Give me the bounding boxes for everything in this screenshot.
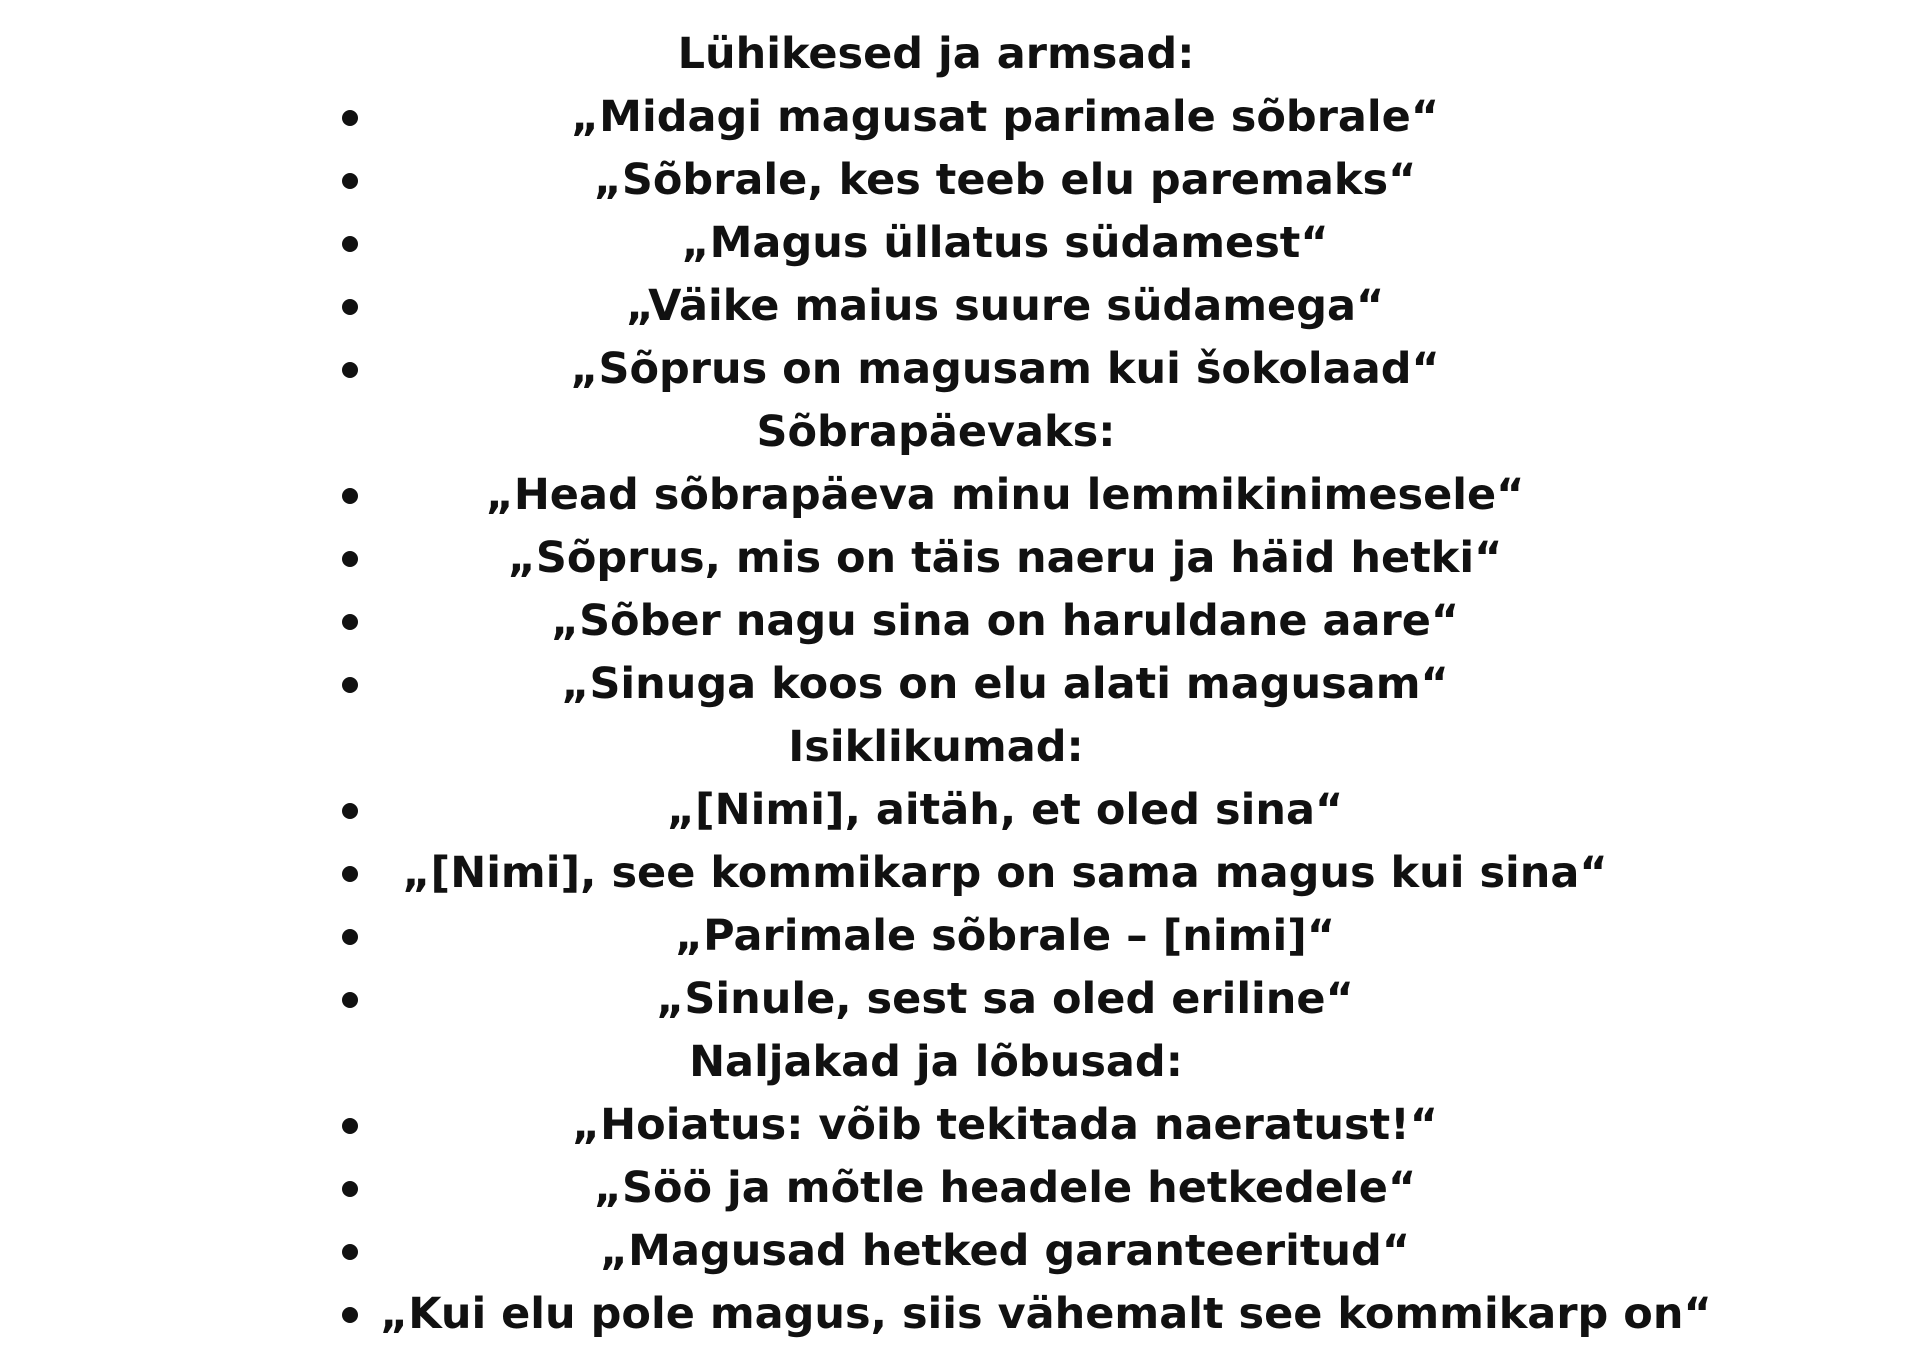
list-item-text: „Söö ja mõtle headele hetkedele“	[593, 1163, 1417, 1213]
list-item-text: „[Nimi], aitäh, et oled sina“	[666, 785, 1344, 835]
list-item-text: „Head sõbrapäeva minu lemmikinimesele“	[485, 470, 1525, 520]
list-item	[0, 653, 1920, 716]
bullet-icon	[342, 299, 358, 315]
list-item-text: „Sõprus, mis on täis naeru ja häid hetki“	[507, 533, 1503, 583]
list-item	[0, 464, 1920, 527]
bullet-icon	[342, 236, 358, 252]
list-item	[0, 1220, 1920, 1283]
bullet-icon	[342, 1118, 358, 1134]
list-item-text: „Sinuga koos on elu alati magusam“	[561, 659, 1449, 709]
list-item-text: „Parimale sõbrale – [nimi]“	[674, 911, 1336, 961]
list-item-text: „Sõber nagu sina on haruldane aare“	[550, 596, 1460, 646]
section-heading-text: Lühikesed ja armsad:	[677, 29, 1195, 79]
list-item	[0, 86, 1920, 149]
list-item	[0, 779, 1920, 842]
section-heading	[0, 401, 1920, 464]
bullet-icon	[342, 1307, 358, 1323]
list-item-text: „Sõbrale, kes teeb elu paremaks“	[593, 155, 1417, 205]
section-heading	[0, 1031, 1920, 1094]
list-item-text: „Sinule, sest sa oled eriline“	[656, 974, 1354, 1024]
list-item	[0, 590, 1920, 653]
list-item-text: „[Nimi], see kommikarp on sama magus kui sina“	[402, 848, 1608, 898]
list-item-text: „Sõprus on magusam kui šokolaad“	[570, 344, 1440, 394]
bullet-icon	[342, 803, 358, 819]
list-item	[0, 968, 1920, 1031]
list-item	[0, 842, 1920, 905]
list-item	[0, 1094, 1920, 1157]
list-item-text: „Hoiatus: võib tekitada naeratust!“	[571, 1100, 1439, 1150]
bullet-icon	[342, 1181, 358, 1197]
bullet-icon	[342, 992, 358, 1008]
section-heading-text: Naljakad ja lõbusad:	[689, 1037, 1183, 1087]
list-item-text: „Midagi magusat parimale sõbrale“	[570, 92, 1440, 142]
bullet-icon	[342, 488, 358, 504]
list-item	[0, 338, 1920, 401]
list-item	[0, 212, 1920, 275]
list-item	[0, 149, 1920, 212]
bullet-icon	[342, 614, 358, 630]
bullet-icon	[342, 1244, 358, 1260]
bullet-icon	[342, 866, 358, 882]
list-item	[0, 1157, 1920, 1220]
list-item	[0, 905, 1920, 968]
bullet-icon	[342, 173, 358, 189]
section-heading-text: Isiklikumad:	[788, 722, 1084, 772]
list-item	[0, 527, 1920, 590]
bullet-icon	[342, 110, 358, 126]
list-item-text: „Väike maius suure südamega“	[625, 281, 1385, 331]
bullet-icon	[342, 677, 358, 693]
list-item-text: „Magus üllatus südamest“	[681, 218, 1329, 268]
list-item	[0, 275, 1920, 338]
list-item-text: „Kui elu pole magus, siis vähemalt see kommikarp on“	[380, 1289, 1712, 1339]
section-heading	[0, 716, 1920, 779]
bullet-icon	[342, 929, 358, 945]
bullet-icon	[342, 551, 358, 567]
list-item	[0, 1283, 1920, 1346]
section-heading	[0, 23, 1920, 86]
list-item-text: „Magusad hetked garanteeritud“	[599, 1226, 1411, 1276]
bullet-icon	[342, 362, 358, 378]
section-heading-text: Sõbrapäevaks:	[756, 407, 1116, 457]
